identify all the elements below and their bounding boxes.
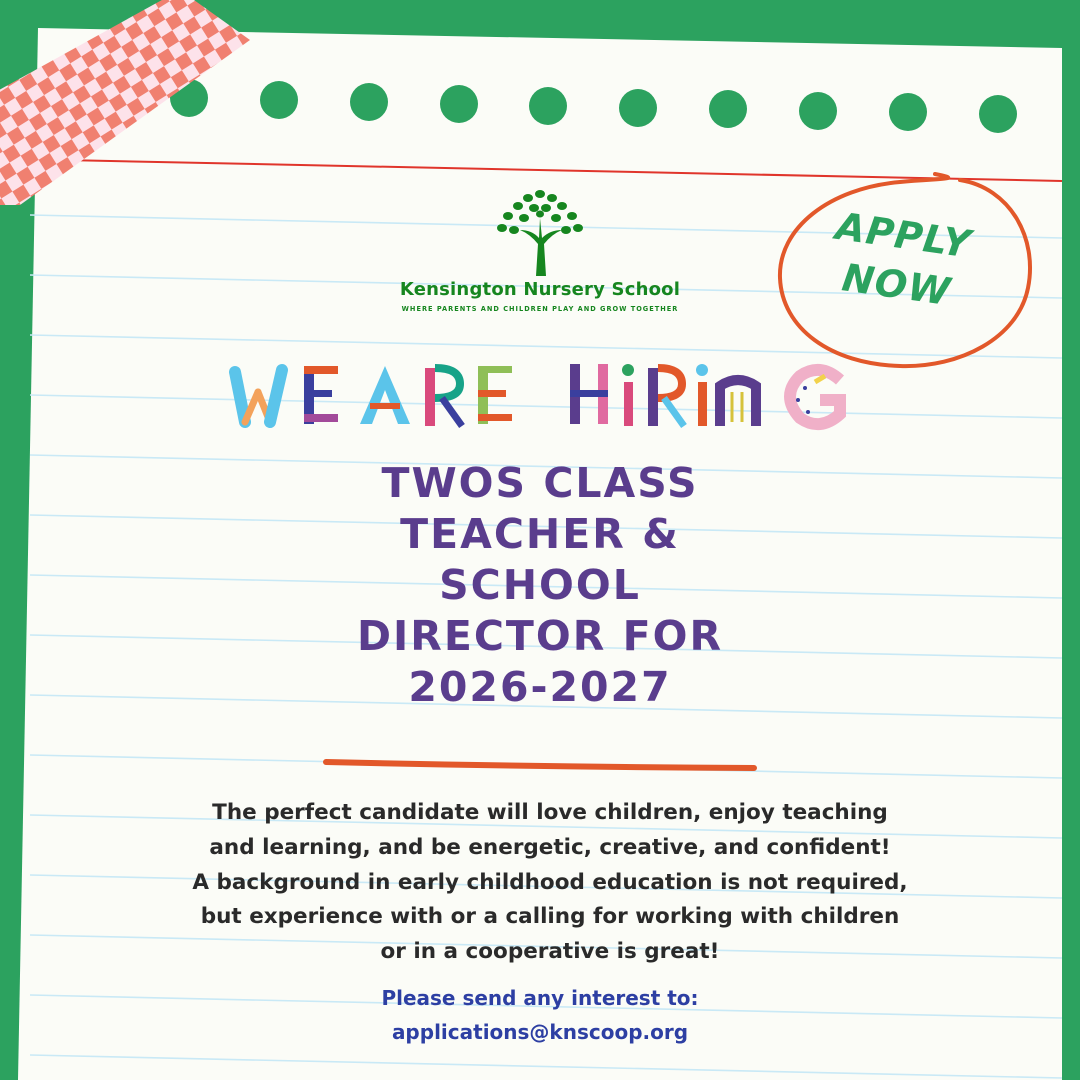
title-line: 2026-2027 xyxy=(408,663,672,711)
we-are-hiring-lettering xyxy=(220,352,870,432)
title-line: DIRECTOR FOR xyxy=(356,612,724,660)
contact-prompt: Please send any interest to: xyxy=(381,986,699,1010)
apply-label: APPLY xyxy=(833,203,974,267)
title-line: SCHOOL xyxy=(439,561,641,609)
description-line: The perfect candidate will love children, enjoy teaching xyxy=(212,800,888,825)
tree-logo-icon xyxy=(490,186,590,278)
title-line: TEACHER & xyxy=(400,510,680,558)
description-line: or in a cooperative is great! xyxy=(380,939,720,965)
position-title xyxy=(290,458,790,713)
school-tagline: WHERE PARENTS AND CHILDREN PLAY AND GROW TOGETHER xyxy=(401,305,679,313)
description-line: A background in early childhood education is not required, xyxy=(192,869,908,895)
description-line: but experience with or a calling for working with children xyxy=(200,904,900,930)
description-line: and learning, and be energetic, creative, and confident! xyxy=(209,834,891,860)
now-label: NOW xyxy=(839,255,954,315)
divider-line xyxy=(320,755,760,775)
school-name: Kensington Nursery School xyxy=(399,279,681,300)
contact-email-link[interactable]: applications@knscoop.org xyxy=(391,1020,689,1044)
contact-block xyxy=(300,981,780,1049)
title-line: TWOS CLASS xyxy=(381,459,699,507)
job-description xyxy=(110,796,990,970)
